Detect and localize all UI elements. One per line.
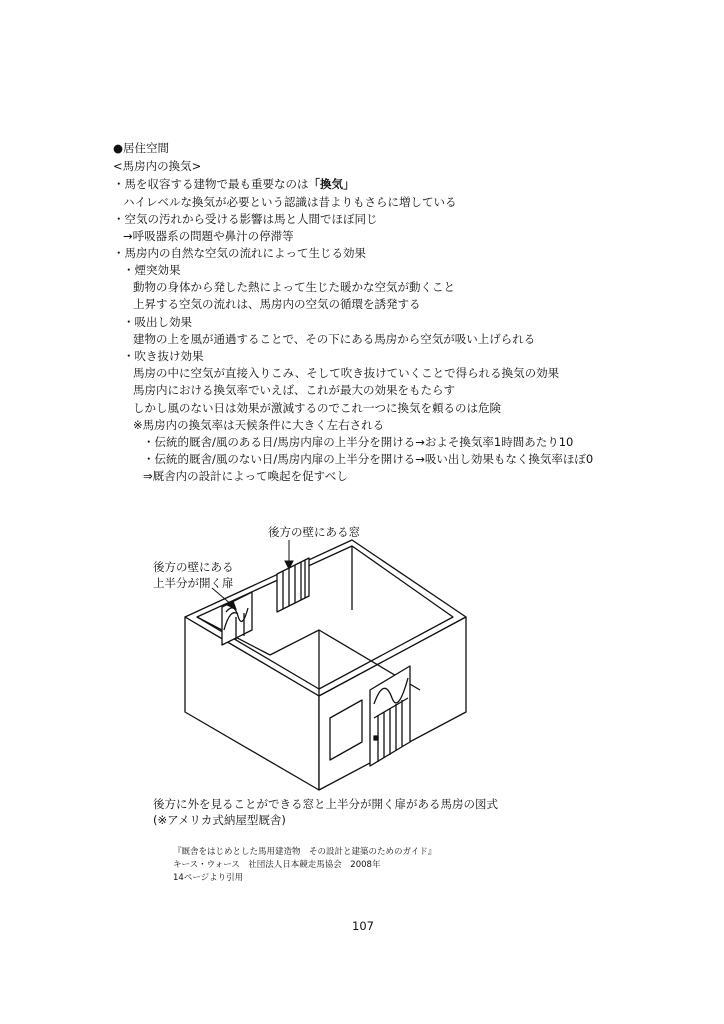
citation-page: 14ページより引用	[173, 873, 244, 883]
note-detail-line: ・伝統的厩舎/風のある日/馬房内扉の上半分を開ける→およそ換気率1時間あたり10	[143, 435, 574, 449]
body-line: 馬房の中に空気が直接入りこみ、そして吹き抜けていくことで得られる換気の効果	[133, 366, 560, 380]
body-line: →呼吸器系の問題や鼻汁の停滞等	[123, 229, 294, 243]
figure-caption-line1: 後方に外を見ることができる窓と上半分が開く扉がある馬房の図式	[153, 797, 498, 811]
body-line: 馬房内における換気率でいえば、これが最大の効果をもたらす	[133, 383, 455, 397]
sub-bullet-line: ・吸出し効果	[123, 315, 192, 329]
body-line: ハイレベルな換気が必要という認識は昔よりもさらに増している	[123, 195, 457, 209]
sub-bullet-line: ・吹き抜け効果	[123, 349, 204, 363]
body-line: 動物の身体から発した熱によって生じた暖かな空気が動くこと	[133, 280, 455, 294]
subsection-heading: <馬房内の換気>	[113, 159, 202, 173]
emphasis-text: 「換気」	[308, 177, 355, 191]
line-text: ・馬を収容する建物で最も重要なのは	[113, 177, 309, 191]
figure-caption-line2: (※アメリカ式納屋型厩舎)	[153, 813, 286, 827]
figure-label-door-line1: 後方の壁にある	[153, 560, 234, 574]
page-number: 107	[352, 919, 374, 933]
citation-author: キース・ウォース 社団法人日本競走馬協会 2008年	[173, 860, 381, 870]
bullet-line: ・馬房内の自然な空気の流れによって生じる効果	[113, 246, 366, 260]
body-line: 上昇する空気の流れは、馬房内の空気の循環を誘発する	[133, 297, 421, 311]
figure-label-door-line2: 上半分が開く扉	[153, 576, 234, 590]
conclusion-line: ⇒厩舎内の設計によって喚起を促すべし	[143, 469, 348, 483]
note-line: ※馬房内の換気率は天候条件に大きく左右される	[133, 418, 385, 432]
figure-label-window: 後方の壁にある窓	[268, 525, 360, 539]
sub-bullet-line: ・煙突効果	[123, 263, 181, 277]
note-detail-line: ・伝統的厩舎/風のない日/馬房内扉の上半分を開ける→吸い出し効果もなく換気率ほぼ0	[143, 452, 594, 466]
bullet-line: ・空気の汚れから受ける影響は馬と人間でほぼ同じ	[113, 212, 378, 226]
section-heading: ●居住空間	[113, 141, 170, 155]
body-line: しかし風のない日は効果が激減するのでこれ一つに換気を頼るのは危険	[133, 401, 501, 415]
citation-title: 『厩舎をはじめとした馬用建造物 その設計と建築のためのガイド』	[173, 847, 437, 857]
body-line: 建物の上を風が通過することで、その下にある馬房から空気が吸い上げられる	[133, 332, 536, 346]
